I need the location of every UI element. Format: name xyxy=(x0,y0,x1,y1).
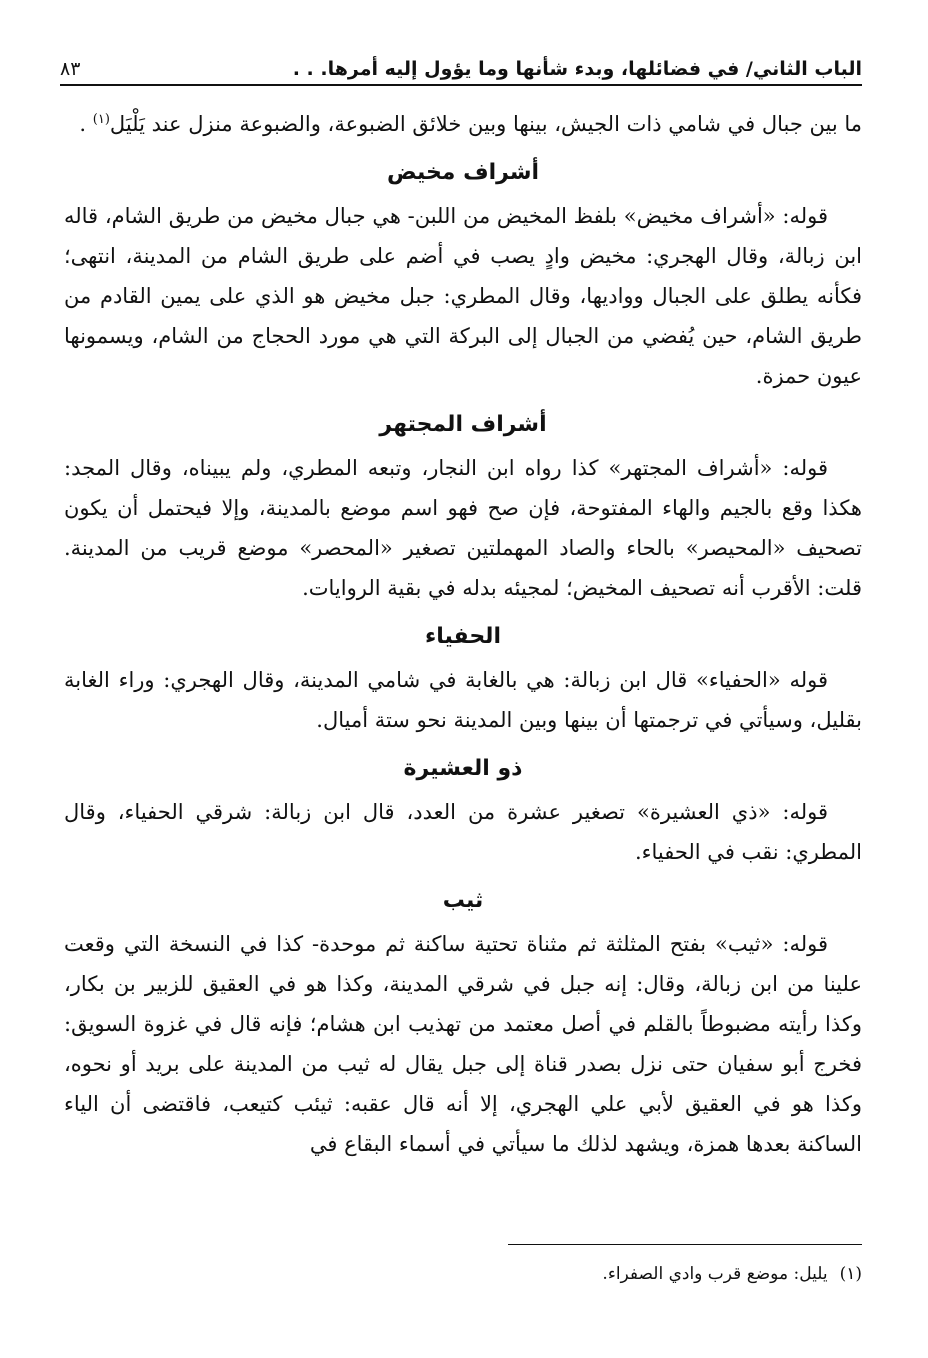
footnote-divider xyxy=(508,1244,862,1245)
page-number: ٨٣ xyxy=(60,58,81,80)
footnote xyxy=(64,1260,862,1288)
intro-end: . xyxy=(79,112,87,136)
section-paragraph: قوله: «أشراف مخيض» بلفظ المخيض من اللبن- هي جبال مخيض من طريق الشام، قاله ابن زبالة، وقال الهجري: مخيض وادٍ يصب في أضم على طريق الشام من المدينة، انتهى؛ فكأنه يطلق على الجبال وواديها، وقال المطري: جبل مخيض هو الذي على يمين القادم من طريق الشام، حين يُفضي من الجبال إلى البركة التي هي مورد الحجاج من الشام، ويسمونها عيون حمزة. xyxy=(64,204,862,388)
section-paragraph: قوله: «أشراف المجتهر» كذا رواه ابن النجار، وتبعه المطري، ولم يبيناه، وقال المجد: هكذا وقع بالجيم والهاء المفتوحة، فإن صح فهو اسم موضع بالمدينة، وإلا فيحتمل أن يكون تصحيف «المحيصر» بالحاء والصاد المهملتين تصغير «المحصر» موضع قريب من المدينة. قلت: الأقرب أنه تصحيف المخيض؛ لمجيئه بدله في بقية الروايات. xyxy=(64,456,862,600)
section-heading: ذو العشيرة xyxy=(403,756,523,781)
intro-tail: يَلْيَل xyxy=(109,112,145,136)
running-header xyxy=(60,40,862,86)
footnote-number: (١) xyxy=(839,1264,862,1284)
section-paragraph: قوله: «ذي العشيرة» تصغير عشرة من العدد، قال ابن زبالة: شرقي الحفياء، وقال المطري: نقب في الحفياء. xyxy=(64,800,862,864)
footnote-text: يليل: موضع قرب وادي الصفراء. xyxy=(602,1264,828,1284)
intro-line: ما بين جبال في شامي ذات الجيش، بينها وبين خلائق الضبوعة، والضبوعة منزل عند xyxy=(151,112,862,136)
footnote-ref[interactable]: (١) xyxy=(92,112,110,127)
main-text xyxy=(64,104,862,1164)
chapter-title: الباب الثاني/ في فضائلها، وبدء شأنها وما يؤول إليه أمرها. . . xyxy=(292,58,862,80)
section-heading: أشراف المجتهر xyxy=(379,412,547,437)
section-paragraph: قوله: «ثيب» بفتح المثلثة ثم مثناة تحتية ساكنة ثم موحدة- كذا في النسخة التي وقعت علينا من ابن زبالة، وقال: إنه جبل في شرقي المدينة، وكذا هو في العقيق للزبير بن بكار، وكذا رأيته مضبوطاً بالقلم في أصل معتمد من تهذيب ابن هشام؛ فإنه قال في غزوة السويق: فخرج أبو سفيان حتى نزل بصدر قناة إلى جبل يقال له ثيب من المدينة على بريد أو نحوه، وكذا هو في العقيق لأبي علي الهجري، إلا أنه قال عقبه: ثيئب كتيعب، فاقتضى أن الياء الساكنة بعدها همزة، ويشهد لذلك ما سيأتي في أسماء البقاع في xyxy=(64,932,862,1156)
section-heading: ثيب xyxy=(442,888,484,913)
intro-paragraph xyxy=(64,104,862,144)
section-heading: الحفياء xyxy=(425,624,501,649)
section-heading: أشراف مخيض xyxy=(386,160,540,185)
section-paragraph: قوله «الحفياء» قال ابن زبالة: هي بالغابة في شامي المدينة، وقال الهجري: وراء الغابة بقليل، وسيأتي في ترجمتها أن بينها وبين المدينة نحو ستة أميال. xyxy=(64,668,862,732)
